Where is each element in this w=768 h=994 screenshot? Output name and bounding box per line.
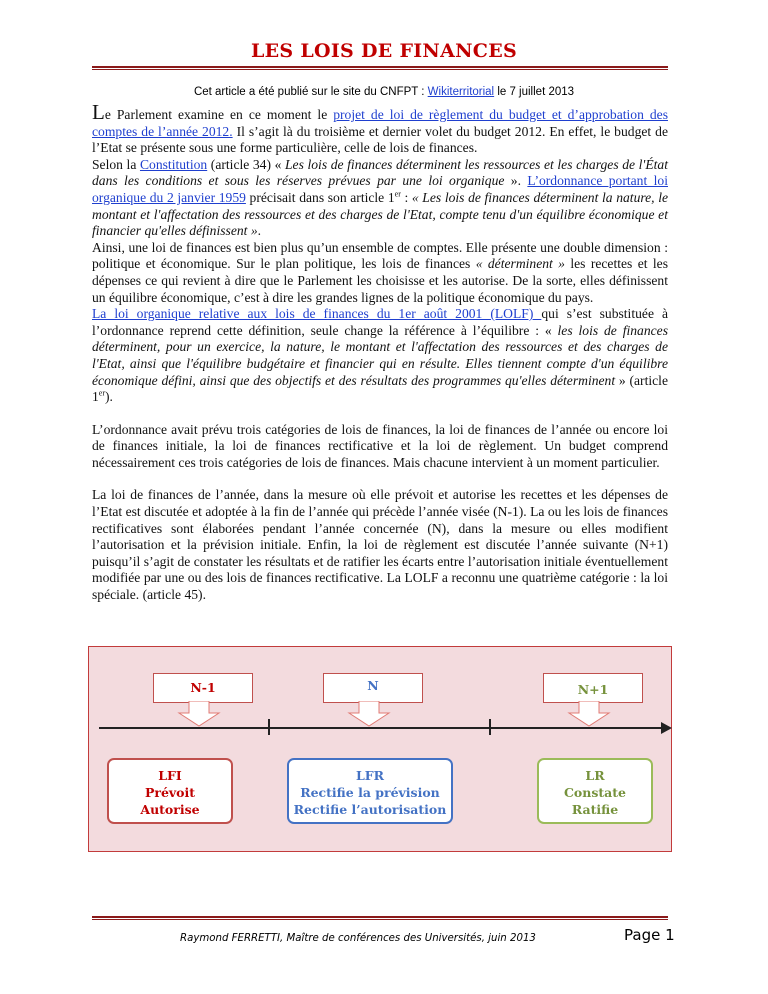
ordonnance-text-3: . — [257, 223, 262, 239]
drop-cap: L — [92, 100, 105, 124]
intro-text-1: e Parlement examine en ce moment le — [104, 107, 334, 122]
dimension-quote: « déterminent » — [475, 256, 565, 272]
superscript: er — [394, 189, 401, 199]
footer-author: Raymond FERRETTI, Maître de conférences des Universités, juin 2013 — [180, 933, 536, 944]
publication-prefix: Cet article a été publié sur le site du CNFPT : — [193, 86, 428, 98]
lr-box — [537, 758, 653, 824]
paragraph-dimension — [92, 240, 668, 306]
ordonnance-text-2: : — [400, 189, 412, 205]
arrow-down-icon — [567, 701, 611, 727]
lr-label: LR — [585, 768, 605, 783]
paragraph-constitution — [92, 157, 668, 240]
superscript: er — [98, 388, 106, 398]
wikiterritorial-link[interactable]: Wikiterritorial — [427, 86, 495, 98]
lr-action-1: Constate — [563, 785, 626, 800]
dimension-text-2: les recettes et les dépenses ce qui revient à dire que le Parlement les choisisse et les autorise. De la sorte, elles définissent un équilibre économique, c’est à dire les grandes lignes de la politique économique du pays. — [92, 256, 668, 305]
ordonnance-quote: « Les lois de finances déterminent la nature, le montant et l'affectation des ressources et des charges de l'Etat, compte tenu d'un équilibre économique et financier qu'elles définissent » — [92, 189, 669, 239]
lolf-text-2: » (article 1 — [92, 372, 668, 405]
arrow-down-icon — [347, 701, 391, 727]
lolf-quote: les lois de finances déterminent, pour un exercice, la nature, le montant et l'affectation des ressources et des charges de l'Etat, ainsi que l'équilibre budgétaire et financier qui en résulte. Elles tiennent compte d'un équilibre économique défini, ainsi que des objectifs et des résultats des programmes qu'elles déterminent — [92, 322, 668, 388]
paragraph-calendar: La loi de finances de l’année, dans la mesure où elle prévoit et autorise les recettes et les dépenses de l’Etat est discutée et adoptée à la fin de l’année qui précède l’année visée (N-1). La ou les lois de finances rectificatives sont élaborées pendant l’année concernée (N), dans la mesure ou elles modifient l’autorisation et la prévision initiale. Enfin, la loi de règlement est discutée l’année suivante (N+1) puisqu’il s’agit de constater les résultats et de ratifier les écarts entre l’autorisation initiale éventuellement modifiée par une ou des lois de finances rectificative. La LOLF a reconnu une quatrième catégorie : la loi spéciale. (article 45). — [92, 487, 668, 603]
publication-line — [0, 86, 768, 98]
lois-timeline-diagram — [88, 646, 672, 852]
dimension-text-1: Ainsi, une loi de finances est bien plus qu’un ensemble de comptes. Elle présente une double dimension : politique et économique. Sur le plan politique, les lois de finances — [92, 239, 668, 272]
period-n-minus-1: N-1 — [153, 673, 253, 703]
lfi-action-1: Prévoit — [144, 785, 196, 800]
period-n-plus-1: N+1 — [543, 673, 643, 703]
footer-rule-thin — [92, 919, 668, 920]
arrow-right-icon — [661, 721, 673, 735]
constitution-quote: Les lois de finances déterminent les ressources et les charges de l'État dans les conditions et sous les réserves prévues par une loi organique — [92, 156, 668, 189]
paragraph-lolf — [92, 306, 668, 406]
constitution-text-1: Selon la — [92, 156, 140, 172]
lolf-text-3: ). — [105, 389, 113, 405]
publication-suffix: le 7 juillet 2013 — [494, 86, 575, 98]
paragraph-categories: L’ordonnance avait prévu trois catégories de lois de finances, la loi de finances de l’année ou encore loi de finances initiale, la loi de finances rectificative et la loi de règlement. Un budget comprend nécessairement ces trois catégories de lois de finances. Mais chacune intervient à un moment particulier. — [92, 421, 668, 470]
lfr-action-1: Rectifie la prévision — [300, 785, 440, 800]
timeline-axis — [99, 727, 669, 729]
arrow-down-icon — [177, 701, 221, 727]
document-title: LES LOIS DE FINANCES — [250, 40, 518, 62]
ordonnance-link[interactable]: L’ordonnance portant loi organique du 2 janvier 1959 — [92, 173, 668, 205]
lolf-link[interactable]: La loi organique relative aux lois de finances du 1er août 2001 (LOLF) — [92, 306, 542, 322]
lfr-action-2: Rectifie l’autorisation — [293, 802, 447, 817]
constitution-text-3: ». — [504, 173, 528, 189]
article-body — [92, 100, 669, 604]
intro-text-2: Il s’agit là du troisième et dernier volet du budget 2012. En effet, le budget de l’Etat se présente sous une forme particulière, celle de lois de finances. — [92, 123, 668, 156]
projet-loi-reglement-link[interactable]: projet de loi de règlement du budget et d’approbation des comptes de l’année 2012. — [92, 107, 668, 139]
lfi-box — [107, 758, 233, 824]
ordonnance-text-1: précisait dans son article 1 — [245, 189, 395, 205]
timeline-tick — [489, 719, 491, 735]
title-rule — [92, 66, 668, 68]
page-number: Page 1 — [624, 926, 675, 944]
lr-action-2: Ratifie — [571, 802, 619, 817]
period-n: N — [323, 673, 423, 703]
constitution-link[interactable]: Constitution — [139, 156, 208, 172]
footer-rule — [92, 916, 668, 918]
constitution-text-2: (article 34) « — [207, 156, 285, 172]
lolf-text-1: qui s’est substituée à l’ordonnance reprend cette définition, seule change la référence à l’équilibre : « — [92, 306, 668, 338]
lfr-label: LFR — [355, 768, 385, 783]
timeline-tick — [268, 719, 270, 735]
title-rule-thin — [92, 69, 668, 70]
paragraph-intro — [92, 100, 668, 157]
lfi-action-2: Autorise — [140, 802, 200, 817]
lfr-box — [287, 758, 453, 824]
lfi-label: LFI — [158, 768, 182, 783]
